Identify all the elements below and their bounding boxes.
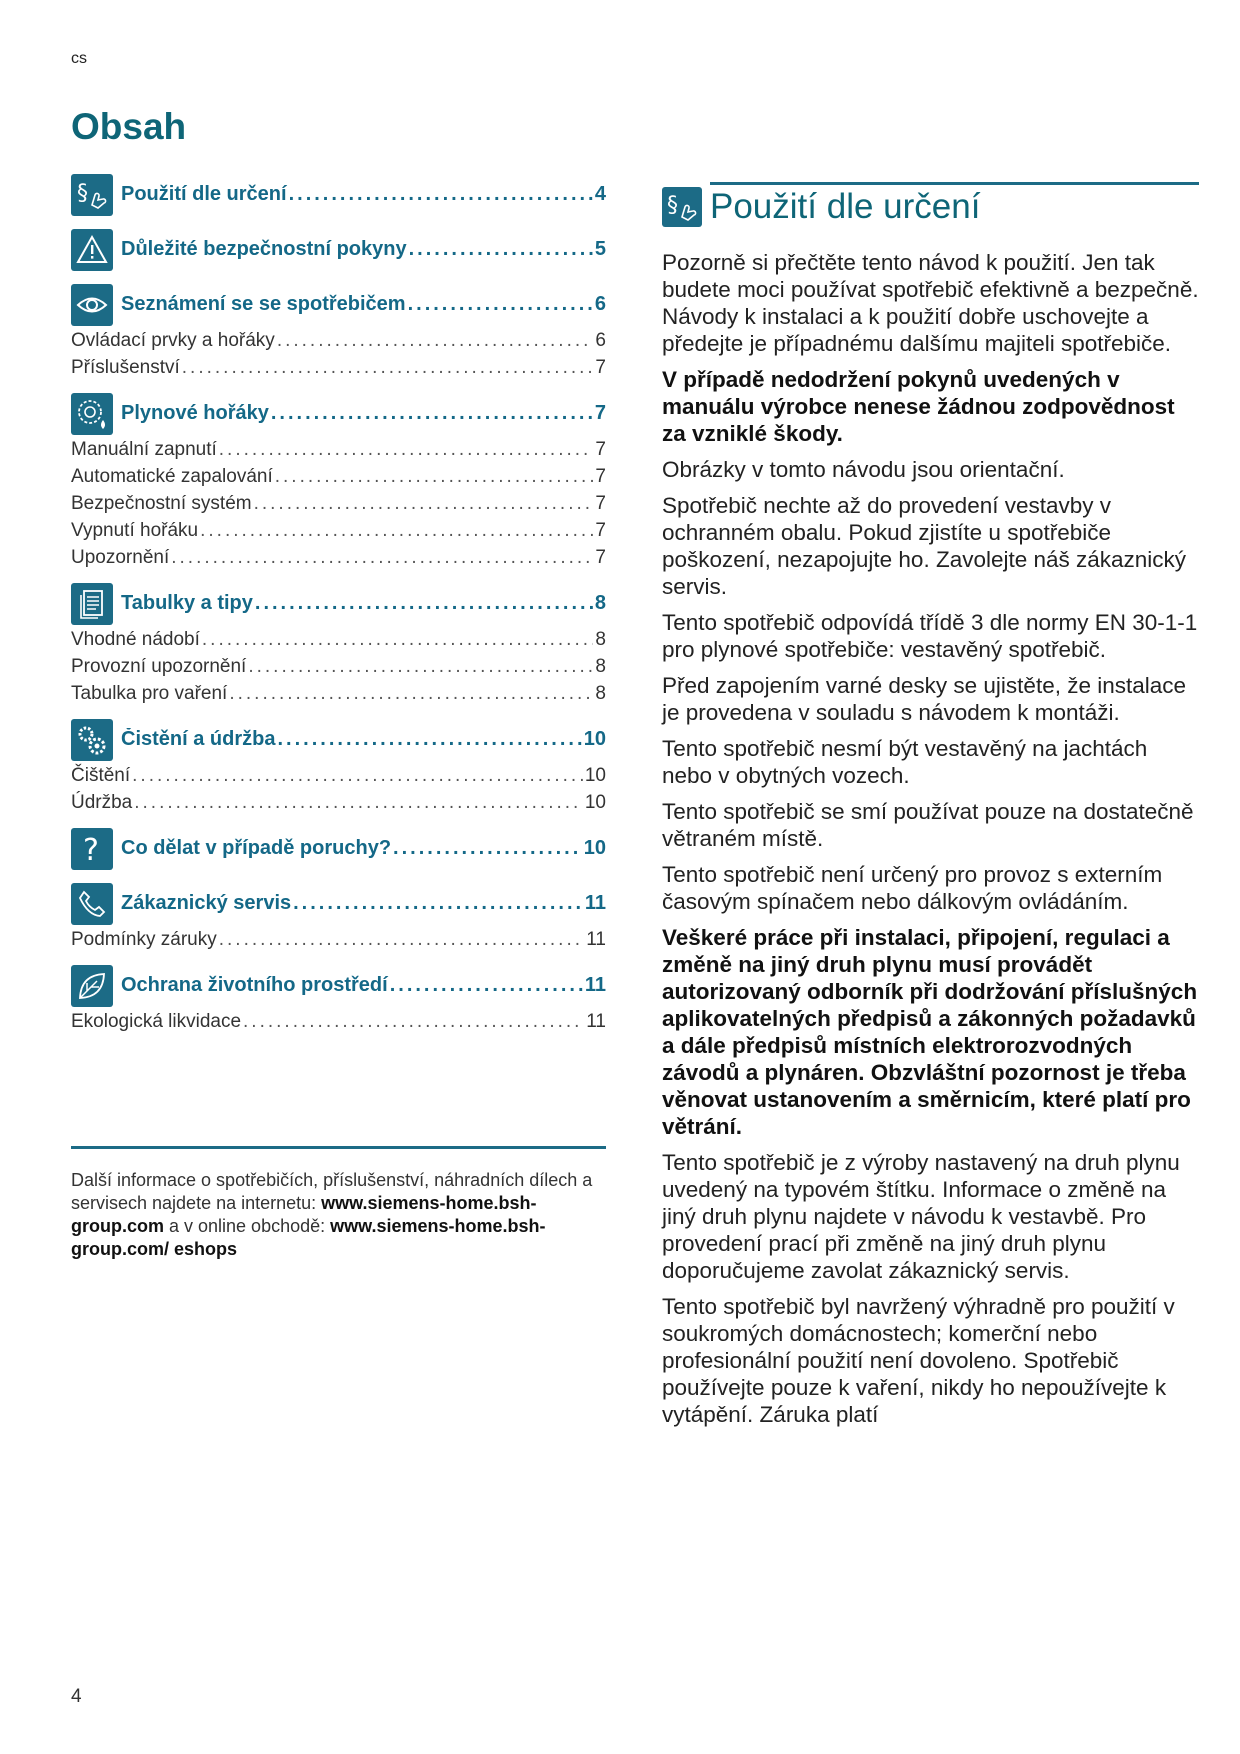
paragraph-hand-icon — [71, 174, 113, 216]
leader-dots — [255, 592, 593, 615]
gas-burner-icon — [71, 393, 113, 435]
toc-heading-page: 11 — [584, 974, 606, 996]
toc-heading-page: 5 — [594, 238, 606, 260]
toc-item-page: 10 — [584, 765, 606, 786]
toc-section — [71, 881, 606, 953]
toc-item-title: Manuální zapnutí — [71, 439, 217, 460]
toc-item[interactable] — [71, 517, 606, 544]
toc-item-page: 10 — [584, 792, 606, 813]
svg-text:§: § — [77, 180, 88, 206]
toc-heading-page: 11 — [584, 892, 606, 914]
leader-dots — [408, 293, 593, 316]
footer-link-website[interactable]: www.siemens-home.bsh-group.com — [71, 1193, 537, 1236]
leader-dots — [393, 837, 582, 860]
body-paragraph: Tento spotřebič není určený pro provoz s externím časovým spínačem nebo dálkovým ovládáním. — [662, 862, 1163, 914]
footer-link-eshop[interactable]: www.siemens-home.bsh-group.com/ eshops — [71, 1216, 546, 1259]
toc-item[interactable] — [71, 544, 606, 571]
toc-heading[interactable] — [121, 892, 606, 915]
toc-item[interactable] — [71, 680, 606, 707]
leader-dots — [277, 327, 594, 354]
leader-dots — [243, 1008, 584, 1035]
toc-item-title: Vhodné nádobí — [71, 629, 200, 650]
toc-item-title: Tabulka pro vaření — [71, 683, 228, 704]
body-paragraph: Veškeré práce při instalaci, připojení, regulaci a změně na jiný druh plynu musí provádět autorizovaný odborník při dodržování příslušných aplikovatelných předpisů a zákonných požadavků a dále předpisů místních elektrorozvodných závodů a plynáren. Obzvláštní pozornost je třeba věnovat ustanovením a směrnicím, které platí pro větrání. — [662, 925, 1198, 1139]
body-paragraph: Tento spotřebič je z výroby nastavený na druh plynu uvedený na typovém štítku. Informace o změně na jiný druh plynu najdete v návodu k vestavbě. Pro provedení prací při změně na jiný druh plynu doporučujeme zavolat zákaznický servis. — [662, 1150, 1180, 1283]
toc-heading[interactable] — [121, 183, 606, 206]
leaf-icon — [71, 965, 113, 1007]
toc-item[interactable] — [71, 354, 606, 381]
toc-item-page: 7 — [595, 493, 606, 514]
leader-dots — [132, 762, 583, 789]
toc-heading-title: Zákaznický servis — [121, 892, 292, 914]
toc-item-page: 7 — [595, 520, 606, 541]
toc-item[interactable] — [71, 789, 606, 816]
toc-item-page: 8 — [595, 656, 606, 677]
toc-section — [71, 282, 606, 381]
toc-item-page: 11 — [586, 929, 606, 950]
toc-item-page: 8 — [595, 683, 606, 704]
toc-section — [71, 717, 606, 816]
toc-item-page: 11 — [586, 1011, 606, 1032]
toc-heading[interactable] — [121, 837, 606, 860]
body-paragraph: V případě nedodržení pokynů uvedených v manuálu výrobce nenese žádnou zodpovědnost za vzniklé škody. — [662, 367, 1175, 446]
toc-item[interactable] — [71, 626, 606, 653]
table-of-contents — [71, 172, 606, 1045]
paragraph-hand-icon — [662, 187, 702, 227]
leader-dots — [200, 517, 593, 544]
leader-dots — [219, 436, 594, 463]
body-paragraph: Pozorně si přečtěte tento návod k použití. Jen tak budete moci používat spotřebič efektivně a bezpečně. Návody k instalaci a k použití dobře uschovejte a předejte je případnému dalšímu majiteli spotřebiče. — [662, 250, 1199, 356]
toc-item[interactable] — [71, 436, 606, 463]
svg-text:?: ? — [83, 832, 99, 866]
warning-triangle-icon — [71, 229, 113, 271]
toc-item[interactable] — [71, 1008, 606, 1035]
toc-heading-title: Důležité bezpečnostní pokyny — [121, 238, 407, 260]
leader-dots — [275, 463, 594, 490]
question-icon — [71, 828, 113, 870]
toc-item-page: 7 — [595, 439, 606, 460]
toc-item-title: Údržba — [71, 792, 133, 813]
toc-section — [71, 581, 606, 707]
toc-item-page: 8 — [595, 629, 606, 650]
toc-item-title: Automatické zapalování — [71, 466, 273, 487]
toc-item[interactable] — [71, 762, 606, 789]
toc-item-page: 6 — [595, 330, 606, 351]
toc-heading-page: 7 — [594, 402, 606, 424]
leader-dots — [409, 238, 593, 261]
footer-text-2: a v online obchodě: — [164, 1216, 331, 1236]
section-divider — [710, 182, 1199, 185]
toc-heading[interactable] — [121, 728, 606, 751]
language-code: cs — [71, 50, 87, 67]
toc-item-title: Čištění — [71, 765, 131, 786]
leader-dots — [254, 490, 594, 517]
toc-section — [71, 391, 606, 571]
phone-icon — [71, 883, 113, 925]
leader-dots — [171, 544, 593, 571]
toc-heading-page: 10 — [583, 837, 606, 859]
toc-heading-title: Co dělat v případě poruchy? — [121, 837, 392, 859]
toc-heading[interactable] — [121, 974, 606, 997]
page-number: 4 — [71, 1686, 82, 1707]
toc-item-page: 7 — [595, 466, 606, 487]
leader-dots — [390, 974, 583, 997]
toc-heading[interactable] — [121, 238, 606, 261]
leader-dots — [248, 653, 593, 680]
toc-heading-page: 8 — [594, 592, 606, 614]
toc-item-title: Upozornění — [71, 547, 170, 568]
toc-heading-title: Čistění a údržba — [121, 728, 276, 750]
footer-text-1: Další informace o spotřebičích, příslušenství, náhradních dílech a servisech najdete na internetu: — [71, 1170, 593, 1213]
leader-dots — [219, 926, 585, 953]
toc-title: Obsah — [71, 106, 187, 147]
toc-item[interactable] — [71, 926, 606, 953]
toc-item-title: Ekologická likvidace — [71, 1011, 242, 1032]
toc-item[interactable] — [71, 327, 606, 354]
leader-dots — [271, 402, 593, 425]
section-body — [662, 249, 1200, 1437]
toc-heading[interactable] — [121, 402, 606, 425]
toc-item-title: Bezpečnostní systém — [71, 493, 252, 514]
toc-section — [71, 826, 606, 871]
toc-heading-page: 10 — [583, 728, 606, 750]
eye-icon — [71, 284, 113, 326]
toc-item-title: Provozní upozornění — [71, 656, 247, 677]
toc-heading-title: Plynové hořáky — [121, 402, 269, 424]
body-paragraph: Obrázky v tomto návodu jsou orientační. — [662, 457, 1065, 482]
toc-item-title: Podmínky záruky — [71, 929, 217, 950]
toc-item[interactable] — [71, 490, 606, 517]
leader-dots — [289, 183, 593, 206]
leader-dots — [182, 354, 594, 381]
gears-icon — [71, 719, 113, 761]
toc-item-title: Příslušenství — [71, 357, 180, 378]
leader-dots — [229, 680, 593, 707]
leader-dots — [277, 728, 581, 751]
body-paragraph: Spotřebič nechte až do provedení vestavby v ochranném obalu. Pokud zjistíte u spotřebiče poškození, nezapojujte ho. Zavolejte náš zákaznický servis. — [662, 493, 1187, 599]
toc-item-title: Ovládací prvky a hořáky — [71, 330, 275, 351]
body-paragraph: Tento spotřebič nesmí být vestavěný na jachtách nebo v obytných vozech. — [662, 736, 1148, 788]
toc-item-page: 7 — [595, 357, 606, 378]
footer-divider — [71, 1146, 606, 1149]
leader-dots — [134, 789, 583, 816]
toc-item[interactable] — [71, 463, 606, 490]
toc-heading-title: Tabulky a tipy — [121, 592, 253, 614]
toc-heading-title: Seznámení se se spotřebičem — [121, 293, 406, 315]
toc-section — [71, 963, 606, 1035]
toc-heading[interactable] — [121, 293, 606, 316]
svg-text:§: § — [667, 193, 678, 218]
body-paragraph: Tento spotřebič odpovídá třídě 3 dle normy EN 30-1-1 pro plynové spotřebiče: vestavěný spotřebič. — [662, 610, 1198, 662]
toc-heading[interactable] — [121, 592, 606, 615]
footer-note — [71, 1169, 606, 1261]
toc-section — [71, 172, 606, 217]
toc-item[interactable] — [71, 653, 606, 680]
toc-item-title: Vypnutí hořáku — [71, 520, 199, 541]
toc-section — [71, 227, 606, 272]
document-list-icon — [71, 583, 113, 625]
leader-dots — [202, 626, 594, 653]
toc-heading-page: 4 — [594, 183, 606, 205]
body-paragraph: Tento spotřebič se smí používat pouze na dostatečně větraném místě. — [662, 799, 1194, 851]
body-paragraph: Před zapojením varné desky se ujistěte, že instalace je provedena v souladu s návodem k montáži. — [662, 673, 1187, 725]
section-title: Použití dle určení — [710, 187, 981, 226]
toc-heading-title: Ochrana životního prostředí — [121, 974, 388, 996]
leader-dots — [293, 892, 583, 915]
body-paragraph: Tento spotřebič byl navržený výhradně pro použití v soukromých domácnostech; komerční nebo profesionální použití není dovoleno. Spotřebič používejte pouze k vaření, nikdy ho nepoužívejte k vytápění. Záruka platí — [662, 1294, 1175, 1427]
toc-item-page: 7 — [595, 547, 606, 568]
section-heading — [662, 187, 980, 227]
toc-heading-page: 6 — [594, 293, 606, 315]
toc-heading-title: Použití dle určení — [121, 183, 287, 205]
